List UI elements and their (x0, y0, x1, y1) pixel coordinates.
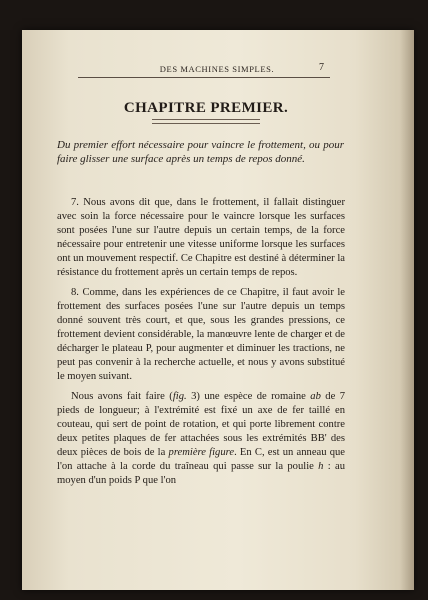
header-rule (78, 77, 330, 78)
paragraph-number: 7. (71, 197, 79, 208)
first-figure-reference: première figure (168, 447, 235, 458)
paragraph-text-part: Nous avons fait faire ( (71, 391, 173, 402)
paragraph-text-part: de 7 pieds de longueur; à l'extrémité est fixé un axe de fer taillé en couteau, qui sert de point de rotation, et qui porte librement contre deux petites plaques de fer attachées sous les extrémités BB' des deux pièces de bois de la (57, 391, 345, 458)
book-page (22, 30, 414, 590)
running-head: DES MACHINES SIMPLES. (159, 64, 275, 74)
chapter-title: CHAPITRE PREMIER. (123, 100, 289, 116)
chapter-summary: Du premier effort nécessaire pour vaincre le frottement, ou pour faire glisser une surface après un temps de repos donné. (57, 139, 344, 165)
paragraph-text-part: . En C, est un anneau que l'on attache à la corde du traîneau qui passe sur la poulie (57, 447, 345, 472)
label-h: h (318, 461, 324, 472)
page-number: 7 (319, 62, 324, 73)
paragraph-text: Nous avons dit que, dans le frottement, il fallait distinguer avec soin la force nécessaire pour le vaincre lorsque les surfaces sont posées l'une sur l'autre depuis un certain temps, de la force nécessaire pour entretenir une vitesse uniforme lorsque les surfaces ont un mouvement respectif. Ce Chapitre est destiné à déterminer la résistance du frottement après un certain temps de repos. (57, 197, 346, 278)
chapter-rule-top (152, 119, 260, 120)
chapter-rule-bottom (152, 123, 260, 124)
paragraph-text: Comme, dans les expériences de ce Chapitre, il faut avoir le frottement des surfaces posées l'une sur l'autre depuis un temps donné souvent très court, et que, sous les grandes pressions, ce frottement devient considérable, la manœuvre lente de charger et de décharger le plateau P, pour augmenter et diminuer les tractions, ne peut pas convenir à la recherche actuelle, et nous y avons substitué le moyen suivant. (57, 287, 345, 382)
body-text (57, 196, 345, 494)
figure-reference: fig. (172, 391, 187, 402)
label-ab: ab (310, 391, 321, 402)
paragraph-text-part: 3) une espèce de romaine (186, 391, 311, 402)
paragraph-romaine (57, 390, 345, 488)
paragraph-number: 8. (71, 287, 79, 298)
paragraph-7 (57, 196, 345, 280)
page-edge-shadow (400, 30, 414, 590)
paragraph-text-part: : au moyen d'un poids P que l'on (57, 461, 345, 486)
paragraph-8 (57, 286, 345, 384)
